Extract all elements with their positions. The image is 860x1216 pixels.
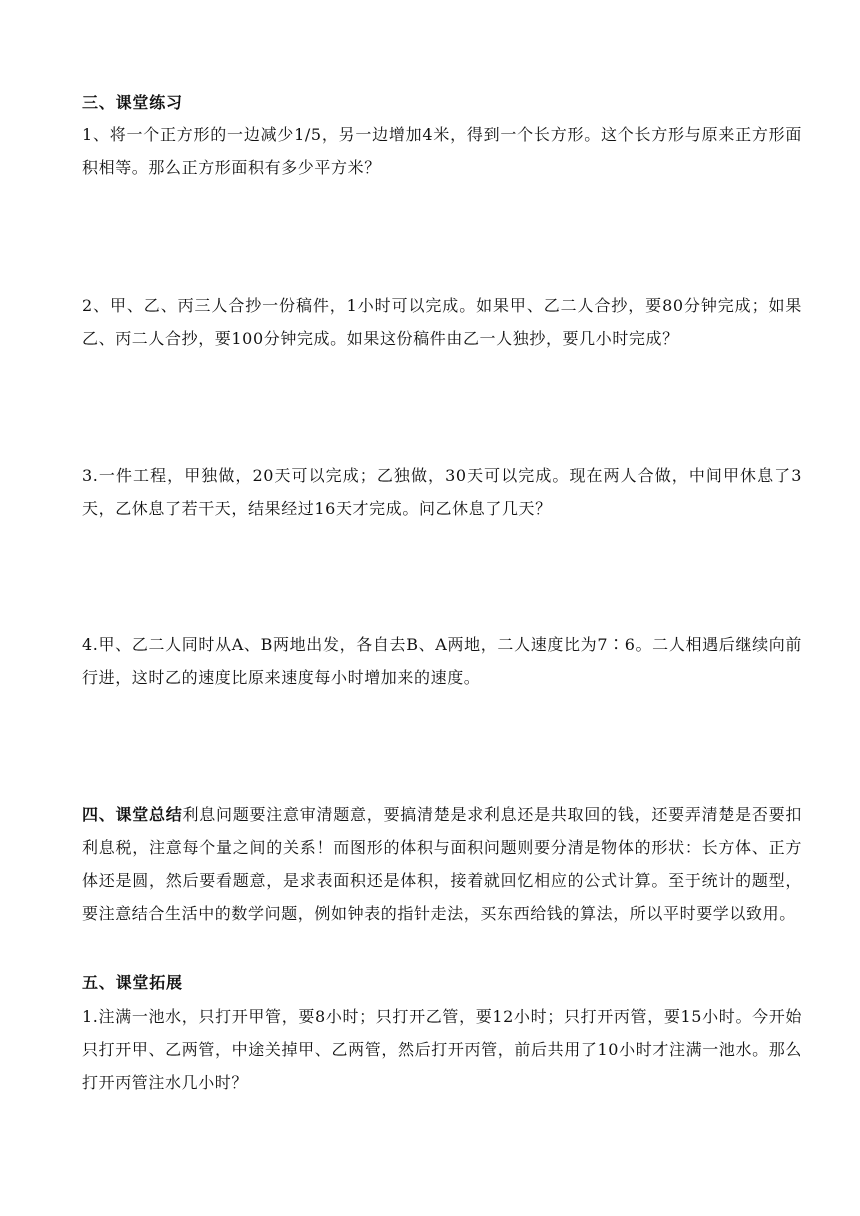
practice-question-2: 2、甲、乙、丙三人合抄一份稿件，1小时可以完成。如果甲、乙二人合抄，要80分钟完成；如果乙、丙二人合抄，要100分钟完成。如果这份稿件由乙一人独抄，要几小时完成？ — [82, 296, 802, 348]
section-heading-extension: 五、课堂拓展 — [82, 973, 183, 992]
practice-question-4: 4.甲、乙二人同时从A、B两地出发，各自去B、A两地，二人速度比为7∶6。二人相遇后继续向前行进，这时乙的速度比原来速度每小时增加来的速度。 — [82, 635, 802, 687]
section-heading-summary: 四、课堂总结 — [82, 805, 183, 824]
summary-paragraph — [82, 798, 802, 930]
practice-question-3: 3.一件工程，甲独做，20天可以完成；乙独做，30天可以完成。现在两人合做，中间甲休息了3天，乙休息了若干天，结果经过16天才完成。问乙休息了几天？ — [82, 466, 802, 518]
practice-question-1: 1、将一个正方形的一边减少1/5，另一边增加4米，得到一个长方形。这个长方形与原来正方形面积相等。那么正方形面积有多少平方米？ — [82, 125, 802, 177]
section-heading-practice: 三、课堂练习 — [82, 93, 183, 112]
summary-text: 利息问题要注意审清题意，要搞清楚是求利息还是共取回的钱，还要弄清楚是否要扣利息税，注意每个量之间的关系！而图形的体积与面积问题则要分清是物体的形状：长方体、正方体还是圆，然后要看题意，是求表面积还是体积，接着就回忆相应的公式计算。至于统计的题型，要注意结合生活中的数学问题，例如钟表的指针走法，买东西给钱的算法，所以平时要学以致用。 — [82, 805, 802, 923]
extension-question-1: 1.注满一池水，只打开甲管，要8小时；只打开乙管，要12小时；只打开丙管，要15小时。今开始只打开甲、乙两管，中途关掉甲、乙两管，然后打开丙管，前后共用了10小时才注满一池水。那么打开丙管注水几小时？ — [82, 1007, 802, 1092]
